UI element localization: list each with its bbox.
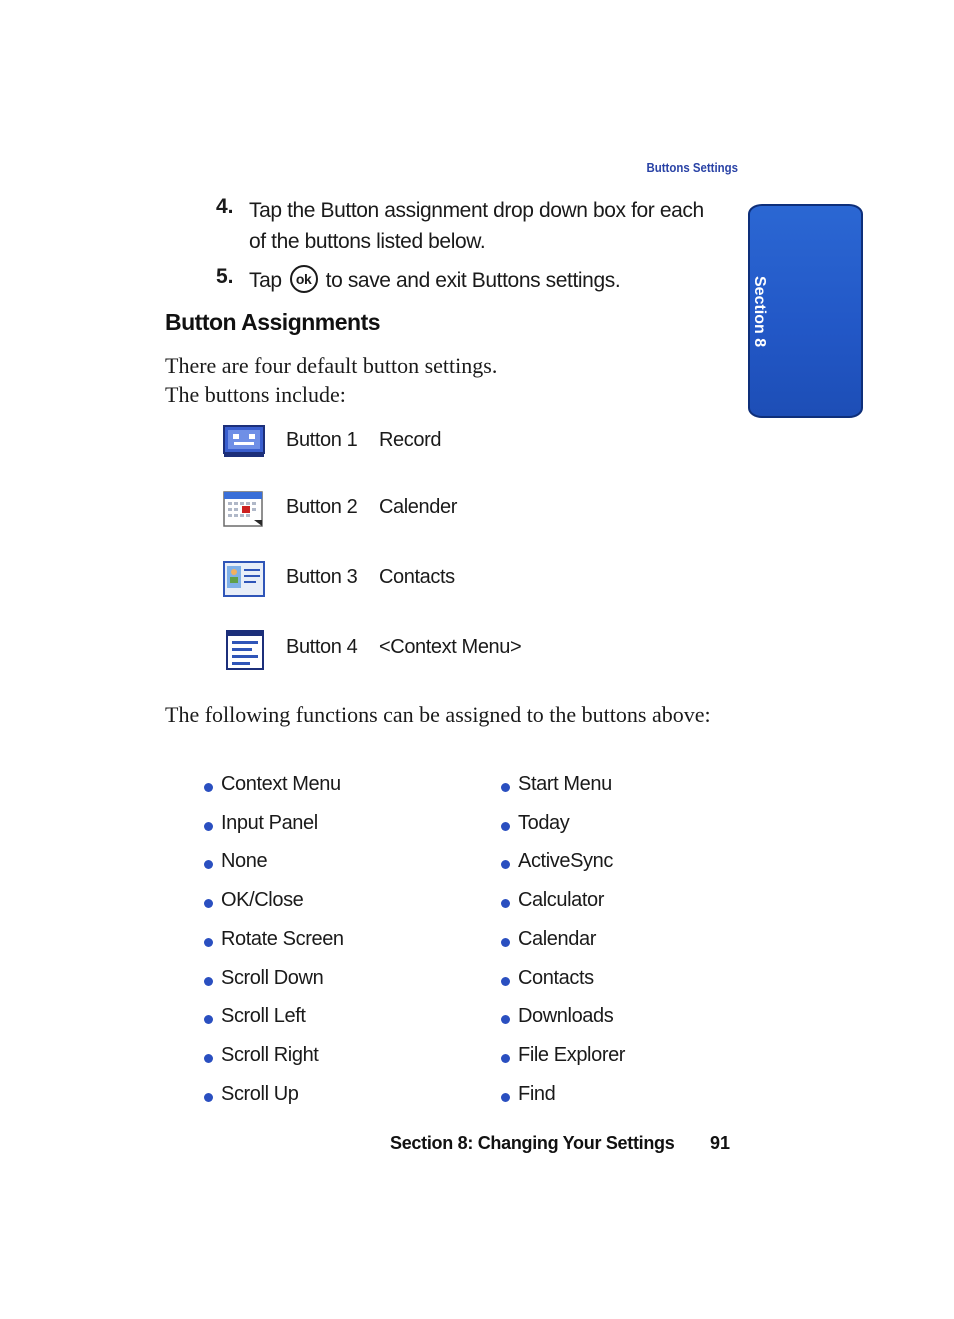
bullet-icon	[204, 899, 213, 908]
bullet-icon	[204, 783, 213, 792]
button-row	[222, 490, 722, 536]
button-function: Calender	[379, 496, 457, 518]
footer-section-title: Section 8: Changing Your Settings	[390, 1133, 675, 1153]
running-header: Buttons Settings	[646, 160, 738, 175]
bullet-icon	[501, 899, 510, 908]
button-function: Contacts	[379, 566, 455, 588]
ok-icon: ok	[290, 265, 318, 293]
bullet-icon	[501, 1054, 510, 1063]
section-tab	[748, 204, 863, 418]
step-5	[216, 265, 736, 299]
step-4	[216, 195, 736, 259]
section-heading: Button Assignments	[165, 309, 381, 335]
button-function: <Context Menu>	[379, 636, 522, 658]
bullet-icon	[204, 977, 213, 986]
button-row	[222, 423, 722, 469]
intro-paragraph: There are four default button settings. The buttons include:	[165, 353, 498, 407]
bullet-icon	[501, 938, 510, 947]
button-function: Record	[379, 429, 442, 451]
bullet-icon	[501, 860, 510, 869]
bullet-icon	[501, 977, 510, 986]
bullet-icon	[204, 1054, 213, 1063]
button-name: Button 4	[286, 636, 358, 658]
step-text: Tap the Button assignment drop down box for each of the buttons listed below.	[249, 199, 704, 253]
step-number: 4.	[216, 195, 234, 218]
bullet-icon	[501, 783, 510, 792]
button-row	[222, 630, 722, 676]
section-tab-label: Section 8	[751, 276, 768, 348]
bullet-icon	[204, 860, 213, 869]
button-name: Button 2	[286, 496, 358, 518]
record-icon	[222, 423, 266, 463]
step-number: 5.	[216, 265, 234, 288]
bullet-icon	[204, 938, 213, 947]
bullet-icon	[204, 822, 213, 831]
calendar-icon	[222, 490, 266, 530]
functions-intro: The following functions can be assigned to the buttons above:	[165, 702, 711, 727]
button-name: Button 1	[286, 429, 358, 451]
bullet-icon	[501, 1015, 510, 1024]
bullet-icon	[204, 1015, 213, 1024]
bullet-icon	[204, 1093, 213, 1102]
page-number: 91	[710, 1133, 731, 1153]
step-text: Tap ok to save and exit Buttons settings.	[249, 265, 719, 296]
bullet-icon	[501, 822, 510, 831]
context-menu-icon	[222, 630, 266, 670]
button-name: Button 3	[286, 566, 358, 588]
button-row	[222, 560, 722, 606]
bullet-icon	[501, 1093, 510, 1102]
contacts-icon	[222, 560, 266, 600]
